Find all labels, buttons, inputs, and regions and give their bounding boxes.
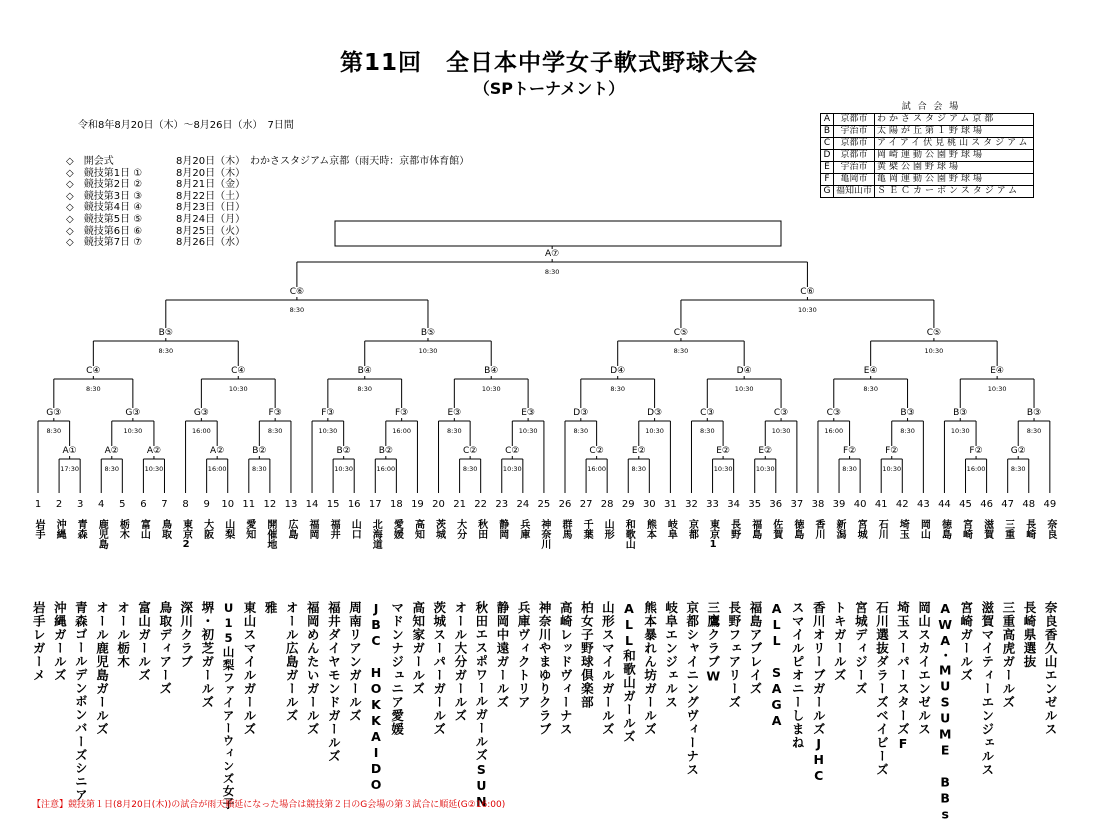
venue-code: B bbox=[821, 126, 834, 138]
match-time: 10:30 bbox=[645, 427, 664, 435]
match-label: D③ bbox=[647, 408, 663, 418]
team-number: 27 bbox=[579, 499, 593, 510]
team-name: 神奈川やまゆりクラブ bbox=[537, 601, 553, 736]
match-time: 10:30 bbox=[481, 385, 501, 393]
team-number: 18 bbox=[389, 499, 403, 510]
team-number: 2 bbox=[55, 499, 63, 510]
match-time: 16:00 bbox=[587, 465, 606, 473]
match-label: A① bbox=[62, 446, 77, 456]
team-prefecture: 東京2 bbox=[180, 519, 192, 550]
team-number: 43 bbox=[916, 499, 930, 510]
match-time: 8:30 bbox=[104, 465, 120, 473]
team-prefecture: 山口 bbox=[349, 519, 361, 539]
match-time: 16:00 bbox=[207, 465, 227, 473]
team-name: 岩手レガーメ bbox=[31, 601, 47, 682]
team-name: トキガールズ bbox=[832, 601, 848, 682]
team-number: 30 bbox=[642, 499, 656, 510]
team-name: 宮城ディジーズ bbox=[853, 601, 869, 696]
schedule-date: 8月20日（木） bbox=[176, 156, 246, 167]
team-prefecture: 福島 bbox=[749, 519, 761, 539]
match-label: A⑦ bbox=[545, 249, 560, 259]
team-prefecture: 長崎 bbox=[1023, 519, 1035, 539]
team-number: 17 bbox=[368, 499, 382, 510]
schedule-date: 8月22日（土） bbox=[176, 190, 246, 202]
match-label: D④ bbox=[736, 366, 752, 376]
team-name: オール栃木 bbox=[115, 601, 131, 669]
match-label: C③ bbox=[826, 408, 841, 418]
schedule-label: ◇ 競技第5日 ⑤ bbox=[66, 213, 143, 225]
team-prefecture: 奈良 bbox=[1044, 519, 1056, 539]
match-label: E④ bbox=[863, 366, 878, 376]
team-number: 20 bbox=[432, 499, 445, 510]
match-label: A② bbox=[210, 446, 225, 456]
schedule-date: 8月20日（木） bbox=[176, 167, 246, 179]
match-label: B③ bbox=[1026, 408, 1042, 418]
schedule-label: ◇ 競技第1日 ① bbox=[66, 167, 143, 179]
match-label: A② bbox=[146, 446, 162, 456]
venues-title: 試 合 会 場 bbox=[901, 102, 961, 112]
team-prefecture: 京都 bbox=[686, 519, 698, 539]
team-number: 25 bbox=[537, 499, 551, 510]
schedule-label: ◇ 競技第7日 ⑦ bbox=[66, 237, 143, 249]
match-label: C② bbox=[589, 446, 604, 456]
match-label: F② bbox=[842, 446, 857, 456]
team-name: 鳥取ディアーズ bbox=[157, 601, 173, 696]
venue-name: ＳＥＣカーボンスタジアム bbox=[875, 186, 1033, 198]
venue-code: D bbox=[821, 150, 834, 162]
match-time: 8:30 bbox=[544, 268, 560, 276]
team-number: 6 bbox=[140, 499, 147, 510]
team-number: 29 bbox=[621, 499, 635, 510]
match-time: 8:30 bbox=[357, 385, 373, 393]
match-time: 8:30 bbox=[158, 347, 174, 355]
match-time: 10:30 bbox=[334, 465, 354, 473]
team-prefecture: 大阪 bbox=[201, 519, 213, 539]
match-label: D③ bbox=[573, 408, 589, 418]
venue-code: E bbox=[821, 162, 834, 174]
team-prefecture: 静岡 bbox=[496, 519, 508, 539]
match-time: 17:30 bbox=[60, 465, 79, 473]
match-time: 8:30 bbox=[573, 427, 589, 435]
match-time: 10:30 bbox=[228, 385, 248, 393]
team-number: 35 bbox=[748, 499, 762, 510]
team-name: 茨城スーパーガールズ bbox=[431, 601, 447, 736]
match-label: B③ bbox=[953, 408, 968, 418]
team-name: 福井ダイヤモンドガールズ bbox=[326, 601, 342, 763]
match-time: 10:30 bbox=[123, 427, 143, 435]
team-number: 32 bbox=[685, 499, 698, 510]
match-time: 8:30 bbox=[447, 427, 462, 435]
match-time: 10:30 bbox=[771, 427, 791, 435]
team-prefecture: 秋田 bbox=[475, 519, 487, 539]
match-label: C⑤ bbox=[673, 328, 689, 338]
team-prefecture: 徳島 bbox=[939, 519, 951, 539]
match-time: 10:30 bbox=[418, 347, 438, 355]
venue-name: 亀岡運動公園野球場 bbox=[875, 174, 1033, 186]
team-name: 周南リアンガールズ bbox=[347, 601, 363, 723]
team-name: 沖縄ガールズ bbox=[52, 601, 68, 682]
team-name: 青森ゴールデンボンバーズシニア bbox=[73, 601, 89, 802]
match-time: 10:30 bbox=[924, 347, 944, 355]
team-name: 熊本暴れん坊ガールズ bbox=[642, 601, 658, 736]
match-label: G② bbox=[1010, 446, 1026, 456]
venue-city: 宇治市 bbox=[834, 162, 875, 174]
team-prefecture: 滋賀 bbox=[981, 519, 993, 539]
match-time: 8:30 bbox=[631, 465, 647, 473]
team-prefecture: 香川 bbox=[812, 519, 824, 539]
team-name: マドンナジュニア愛媛 bbox=[389, 601, 405, 736]
match-label: C③ bbox=[700, 408, 715, 418]
match-time: 8:30 bbox=[462, 465, 478, 473]
team-name: 深川クラブ bbox=[178, 601, 194, 669]
team-name: 柏女子野球倶楽部 bbox=[579, 601, 595, 709]
team-name: 三重高虎ガールズ bbox=[1000, 601, 1016, 709]
team-name: 岡山スカイエンゼルス bbox=[916, 601, 932, 736]
match-time: 8:30 bbox=[842, 465, 857, 473]
team-name: AWA・MUSUME BBs bbox=[937, 601, 953, 823]
match-time: 8:30 bbox=[1010, 465, 1026, 473]
team-name: 富山ガールズ bbox=[136, 601, 152, 682]
team-number: 3 bbox=[76, 499, 84, 510]
schedule-date: 8月24日（月） bbox=[176, 213, 246, 225]
team-prefecture: 岩手 bbox=[33, 519, 44, 539]
team-number: 13 bbox=[284, 499, 298, 510]
team-name: ALL和歌山ガールズ bbox=[621, 601, 637, 744]
team-number: 7 bbox=[161, 499, 168, 510]
match-time: 10:30 bbox=[518, 427, 538, 435]
team-number: 39 bbox=[832, 499, 846, 510]
schedule-date: 8月25日（火） bbox=[176, 225, 246, 237]
team-number: 5 bbox=[119, 499, 126, 510]
team-name: オール広島ガールズ bbox=[284, 601, 300, 723]
team-prefecture: 山梨 bbox=[222, 519, 234, 539]
team-prefecture: 東京1 bbox=[707, 519, 719, 550]
team-prefecture: 大分 bbox=[454, 519, 466, 539]
match-label: B③ bbox=[900, 408, 915, 418]
schedule-date: 8月26日（水） bbox=[176, 237, 246, 249]
team-name: 宮崎ガールズ bbox=[958, 601, 974, 682]
match-label: E③ bbox=[521, 408, 535, 418]
match-time: 8:30 bbox=[46, 427, 62, 435]
match-label: B⑤ bbox=[420, 328, 436, 338]
team-prefecture: 千葉 bbox=[581, 519, 593, 539]
team-prefecture: 三重 bbox=[1002, 519, 1014, 539]
match-label: E③ bbox=[447, 408, 462, 418]
team-name: ALL SAGA bbox=[769, 601, 785, 729]
team-prefecture: 和歌山 bbox=[623, 519, 635, 549]
team-prefecture: 山形 bbox=[602, 519, 614, 539]
team-number: 42 bbox=[895, 499, 909, 510]
match-time: 16:00 bbox=[392, 427, 411, 435]
team-name: 埼玉スーパースターズF bbox=[895, 601, 911, 752]
team-name: 雅 bbox=[263, 601, 279, 615]
team-number: 12 bbox=[263, 499, 277, 510]
match-label: C④ bbox=[86, 366, 101, 376]
team-number: 15 bbox=[326, 499, 340, 510]
match-label: E② bbox=[716, 446, 730, 456]
match-time: 8:30 bbox=[673, 347, 689, 355]
match-label: C④ bbox=[231, 366, 246, 376]
match-time: 16:00 bbox=[376, 465, 396, 473]
match-time: 8:30 bbox=[610, 385, 625, 393]
venue-name: アイアイ伏見桃山スタジアム bbox=[875, 138, 1033, 150]
match-time: 10:30 bbox=[987, 385, 1007, 393]
match-time: 10:30 bbox=[950, 427, 970, 435]
match-label: G③ bbox=[125, 408, 141, 418]
team-prefecture: 鹿児島 bbox=[96, 519, 108, 549]
match-time: 10:30 bbox=[502, 465, 522, 473]
match-label: A② bbox=[104, 446, 119, 456]
team-number: 24 bbox=[516, 499, 530, 510]
match-label: C⑥ bbox=[289, 287, 305, 297]
venue-city: 福知山市 bbox=[834, 186, 875, 198]
team-name: 三鷹クラブW bbox=[705, 601, 721, 685]
team-name: JBC HOKKAIDO bbox=[368, 601, 384, 793]
rain-delay-note: 【注意】競技第１日(8月20日(木))の試合が雨天順延になった場合は競技第２日のG会場の第３試合に順延(G②16:00) bbox=[32, 800, 506, 810]
team-prefecture: 北海道 bbox=[370, 519, 382, 549]
team-number: 47 bbox=[1001, 499, 1015, 510]
team-name: 長野フェアリーズ bbox=[726, 601, 742, 709]
team-number: 11 bbox=[242, 499, 256, 510]
match-label: B② bbox=[378, 446, 393, 456]
team-name: 岐阜エンジェルス bbox=[663, 601, 679, 709]
match-time: 16:00 bbox=[824, 427, 844, 435]
team-name: 福岡めんたいガールズ bbox=[305, 601, 321, 736]
team-name: オール大分ガールズ bbox=[452, 601, 468, 723]
venue-city: 宇治市 bbox=[834, 126, 875, 138]
team-number: 4 bbox=[98, 499, 105, 510]
team-number: 31 bbox=[664, 499, 677, 510]
match-time: 8:30 bbox=[1026, 427, 1042, 435]
match-time: 10:30 bbox=[734, 385, 754, 393]
team-prefecture: 愛知 bbox=[243, 519, 255, 539]
team-prefecture: 栃木 bbox=[117, 519, 129, 539]
team-prefecture: 宮崎 bbox=[960, 519, 972, 539]
team-prefecture: 岐阜 bbox=[665, 519, 677, 539]
match-label: B② bbox=[336, 446, 351, 456]
team-name: 秋田エスポワールガールズSUN bbox=[473, 601, 489, 810]
team-number: 23 bbox=[495, 499, 509, 510]
team-prefecture: 新潟 bbox=[834, 519, 846, 539]
team-name: 静岡中遠ガールズ bbox=[495, 601, 510, 709]
match-label: E② bbox=[631, 446, 646, 456]
team-name: 長崎県選抜 bbox=[1022, 601, 1037, 669]
match-label: C⑥ bbox=[800, 287, 815, 297]
venue-code: G bbox=[821, 186, 834, 198]
team-prefecture: 兵庫 bbox=[517, 519, 529, 539]
match-time: 10:30 bbox=[755, 465, 775, 473]
team-prefecture: 佐賀 bbox=[770, 519, 782, 539]
venue-code: C bbox=[821, 138, 834, 150]
match-label: C⑤ bbox=[926, 328, 942, 338]
team-name: 福島アブレイズ bbox=[747, 601, 763, 696]
team-name: 山形スマイルガールズ bbox=[600, 601, 616, 736]
team-number: 10 bbox=[221, 499, 235, 510]
team-prefecture: 茨城 bbox=[433, 519, 445, 539]
match-time: 16:00 bbox=[966, 465, 986, 473]
match-time: 8:30 bbox=[267, 427, 283, 435]
team-prefecture: 高知 bbox=[412, 519, 424, 539]
venue-city: 京都市 bbox=[834, 150, 875, 162]
match-time: 8:30 bbox=[86, 385, 101, 393]
team-prefecture: 長野 bbox=[728, 519, 740, 539]
team-name: 石川選抜ダラーズベイビーズ bbox=[874, 601, 890, 777]
schedule-label: ◇ 競技第3日 ③ bbox=[66, 190, 143, 202]
team-name: 兵庫ヴィクトリア bbox=[516, 601, 532, 709]
match-label: F② bbox=[969, 446, 983, 456]
match-time: 8:30 bbox=[252, 465, 267, 473]
champion-box bbox=[335, 221, 781, 246]
team-number: 45 bbox=[959, 499, 972, 510]
team-name: 奈良香久山エンゼルス bbox=[1043, 601, 1059, 736]
team-number: 33 bbox=[706, 499, 719, 510]
team-number: 37 bbox=[790, 499, 804, 510]
match-time: 8:30 bbox=[863, 385, 878, 393]
venue-code: A bbox=[821, 114, 834, 126]
team-number: 46 bbox=[980, 499, 993, 510]
team-number: 36 bbox=[769, 499, 783, 510]
match-time: 10:30 bbox=[318, 427, 338, 435]
team-prefecture: 福井 bbox=[328, 519, 340, 539]
venue-name: 黄檗公園野球場 bbox=[875, 162, 1033, 174]
match-label: F③ bbox=[268, 408, 282, 418]
team-number: 1 bbox=[34, 499, 42, 510]
team-number: 19 bbox=[411, 499, 424, 510]
match-label: E④ bbox=[990, 366, 1005, 376]
team-name: U15山梨ファイアーウィンズ女子 bbox=[221, 601, 236, 811]
team-name: 京都シャイニングヴィーナス bbox=[684, 601, 700, 777]
team-prefecture: 熊本 bbox=[644, 519, 656, 539]
match-label: G③ bbox=[193, 408, 209, 418]
schedule-date: 8月23日（日） bbox=[176, 202, 246, 214]
team-number: 49 bbox=[1043, 499, 1057, 510]
match-time: 10:30 bbox=[144, 465, 164, 473]
match-label: E② bbox=[758, 446, 773, 456]
match-label: G③ bbox=[46, 408, 62, 418]
match-time: 8:30 bbox=[289, 306, 305, 314]
match-time: 10:30 bbox=[882, 465, 902, 473]
match-label: C② bbox=[462, 446, 478, 456]
team-prefecture: 青森 bbox=[75, 519, 87, 539]
tournament-period: 令和8年8月20日（木）～8月26日（水） 7日間 bbox=[78, 120, 294, 131]
team-name: 高崎レッドヴィーナス bbox=[558, 601, 574, 736]
team-name: 滋賀マイティーエンジェルス bbox=[979, 601, 995, 777]
team-name: 香川オリーブガールズJHC bbox=[811, 601, 827, 784]
team-name: 東山スマイルガールズ bbox=[242, 601, 258, 736]
venue-city: 亀岡市 bbox=[834, 174, 875, 186]
team-prefecture: 鳥取 bbox=[159, 519, 171, 539]
team-number: 26 bbox=[558, 499, 572, 510]
schedule-date: 8月21日（金） bbox=[176, 179, 246, 191]
team-prefecture: 富山 bbox=[138, 519, 150, 539]
venue-code: F bbox=[821, 174, 834, 186]
team-prefecture: 福岡 bbox=[307, 519, 319, 539]
team-name: 高知家ガールズ bbox=[410, 601, 426, 696]
team-prefecture: 神奈川 bbox=[538, 519, 550, 549]
team-number: 34 bbox=[727, 499, 740, 510]
team-prefecture: 開催地 bbox=[264, 519, 276, 549]
team-number: 44 bbox=[938, 499, 951, 510]
team-number: 21 bbox=[453, 499, 466, 510]
match-label: C③ bbox=[773, 408, 789, 418]
match-time: 10:30 bbox=[713, 465, 733, 473]
team-prefecture: 宮城 bbox=[855, 519, 867, 539]
match-time: 10:30 bbox=[798, 306, 817, 314]
page-subtitle: （SPトーナメント） bbox=[473, 79, 625, 98]
venue-name: 岡崎運動公園野球場 bbox=[875, 150, 1033, 162]
venue-city: 京都市 bbox=[834, 138, 875, 150]
schedule-label: ◇ 開会式 bbox=[66, 156, 114, 167]
schedule-label: ◇ 競技第4日 ④ bbox=[66, 202, 143, 214]
team-number: 40 bbox=[853, 499, 867, 510]
team-prefecture: 広島 bbox=[285, 519, 297, 539]
match-label: F③ bbox=[395, 408, 409, 418]
team-number: 8 bbox=[182, 499, 189, 510]
venue-name: 太陽が丘第１野球場 bbox=[875, 126, 1033, 138]
match-time: 8:30 bbox=[699, 427, 715, 435]
venue-name: わかさスタジアム京都 bbox=[875, 114, 1033, 126]
match-label: F② bbox=[885, 446, 899, 456]
match-time: 8:30 bbox=[900, 427, 915, 435]
team-prefecture: 石川 bbox=[876, 519, 888, 539]
team-prefecture: 沖縄 bbox=[54, 519, 66, 539]
team-name: スマイルピオニーしまね bbox=[790, 601, 806, 750]
team-number: 48 bbox=[1022, 499, 1036, 510]
match-label: C② bbox=[505, 446, 520, 456]
match-label: D④ bbox=[610, 366, 626, 376]
page-title: 第11回 全日本中学女子軟式野球大会 bbox=[339, 50, 758, 76]
team-prefecture: 徳島 bbox=[791, 519, 803, 539]
team-prefecture: 愛媛 bbox=[391, 519, 403, 539]
team-number: 41 bbox=[874, 499, 888, 510]
team-number: 9 bbox=[203, 499, 210, 510]
team-name: 堺・初芝ガールズ bbox=[199, 601, 215, 709]
schedule-label: ◇ 競技第2日 ② bbox=[66, 179, 143, 191]
schedule-note: わかさスタジアム京都（雨天時：京都市体育館） bbox=[250, 156, 470, 167]
match-label: B⑤ bbox=[158, 328, 173, 338]
team-number: 14 bbox=[305, 499, 319, 510]
team-number: 22 bbox=[474, 499, 488, 510]
match-time: 16:00 bbox=[191, 427, 211, 435]
team-name: オール鹿児島ガールズ bbox=[94, 601, 110, 736]
team-number: 16 bbox=[347, 499, 361, 510]
schedule-label: ◇ 競技第6日 ⑥ bbox=[66, 225, 143, 237]
match-label: F③ bbox=[321, 408, 335, 418]
team-prefecture: 岡山 bbox=[918, 519, 930, 539]
team-number: 28 bbox=[600, 499, 614, 510]
team-prefecture: 群馬 bbox=[560, 519, 571, 539]
team-prefecture: 埼玉 bbox=[897, 519, 909, 539]
match-label: B② bbox=[252, 446, 267, 456]
venue-city: 京都市 bbox=[834, 114, 875, 126]
match-label: B④ bbox=[357, 366, 372, 376]
team-number: 38 bbox=[811, 499, 825, 510]
match-label: B④ bbox=[484, 366, 499, 376]
